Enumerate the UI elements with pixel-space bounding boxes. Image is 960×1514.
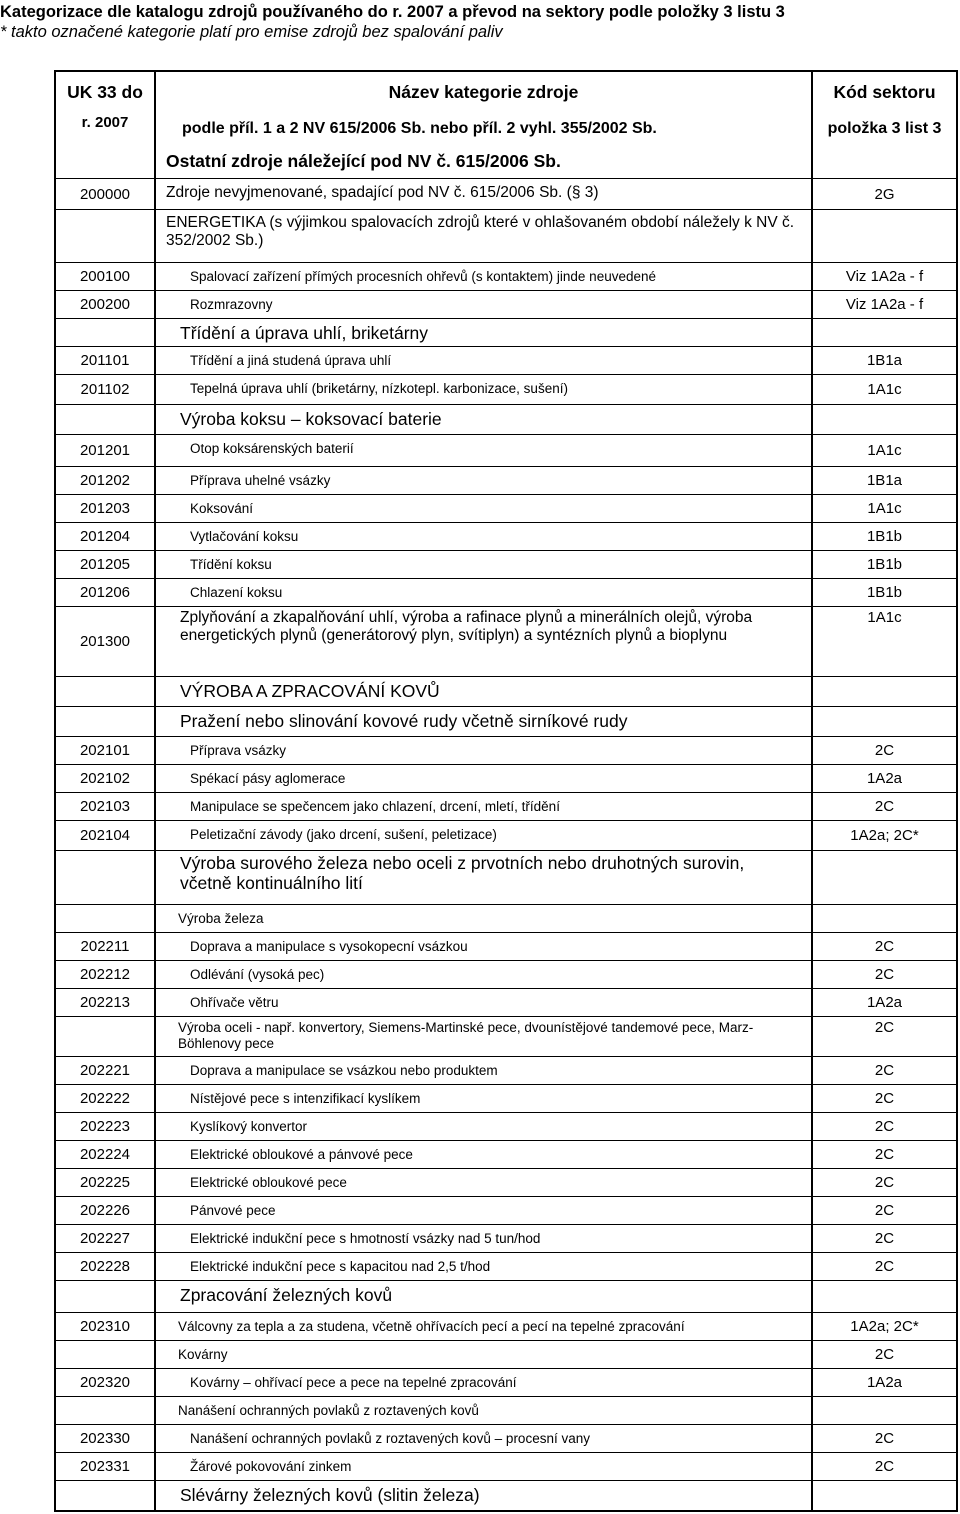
header-name-line1: Název kategorie zdroje <box>388 82 579 102</box>
row-divider <box>54 1424 958 1425</box>
row-name: Kyslíkový konvertor <box>190 1119 308 1134</box>
row-divider <box>54 820 958 821</box>
row-divider <box>54 1084 958 1085</box>
row-sector: 1A1c <box>867 442 902 459</box>
row-divider <box>54 736 958 737</box>
row-name: Odlévání (vysoká pec) <box>190 967 325 982</box>
row-divider <box>54 1396 958 1397</box>
row-code: 202225 <box>79 1174 131 1191</box>
row-sector: 2C <box>874 1174 895 1191</box>
row-sector: 2C <box>874 1118 895 1135</box>
row-sector: 2C <box>874 1090 895 1107</box>
row-sector: Viz 1A2a - f <box>845 268 924 285</box>
header-sector-line2: položka 3 list 3 <box>827 120 942 137</box>
row-divider <box>54 1452 958 1453</box>
row-name: Peletizační závody (jako drcení, sušení, peletizace) <box>190 827 497 842</box>
row-divider <box>54 550 958 551</box>
sector-table <box>54 70 958 1512</box>
row-name: Zpracování železných kovů <box>180 1285 393 1305</box>
row-name: Koksování <box>190 501 254 516</box>
row-name: Elektrické obloukové pece <box>190 1175 347 1190</box>
row-divider <box>54 346 958 347</box>
row-code: 201101 <box>80 352 130 369</box>
row-name: Elektrické indukční pece s kapacitou nad 2,5 t/hod <box>190 1259 491 1274</box>
row-divider <box>54 1511 958 1512</box>
row-divider <box>54 1480 958 1481</box>
row-name: Slévárny železných kovů (slitin železa) <box>180 1485 480 1505</box>
row-sector: 1B1a <box>866 352 903 369</box>
row-code: 201202 <box>79 472 131 489</box>
row-sector: 2C <box>874 1230 895 1247</box>
row-name: Příprava uhelné vsázky <box>190 473 331 488</box>
row-code: 202331 <box>79 1458 131 1475</box>
row-sector: 2G <box>874 185 895 203</box>
row-code: 200000 <box>79 185 131 203</box>
row-name: Elektrické indukční pece s hmotností vsázky nad 5 tun/hod <box>190 1231 541 1246</box>
header-code-line1: UK 33 do <box>67 82 143 102</box>
row-name: ENERGETIKA (s výjimkou spalovacích zdrojů které v ohlašovaném období náležely k NV č. 352/2002 Sb.) <box>166 214 795 249</box>
row-divider <box>54 1196 958 1197</box>
row-sector: 1B1a <box>866 472 903 489</box>
row-sector: 1A1c <box>867 381 902 398</box>
row-divider <box>54 178 958 179</box>
row-name: Spalovací zařízení přímých procesních ohřevů (s kontaktem) jinde neuvedené <box>190 269 656 284</box>
row-sector: 2C <box>874 1346 895 1363</box>
row-name: Elektrické obloukové a pánvové pece <box>190 1147 413 1162</box>
row-name: Výroba železa <box>178 911 264 926</box>
row-code: 202104 <box>79 827 131 844</box>
row-code: 202320 <box>79 1374 131 1391</box>
row-code: 201204 <box>79 528 131 545</box>
row-divider <box>54 209 958 210</box>
header-sector-line1: Kód sektoru <box>833 82 936 102</box>
row-sector: 2C <box>874 1258 895 1275</box>
document-subtitle: * takto označené kategorie platí pro emise zdrojů bez spalování paliv <box>0 23 503 41</box>
row-name: Nanášení ochranných povlaků z roztavených kovů – procesní vany <box>190 1431 590 1446</box>
row-sector: Viz 1A2a - f <box>845 296 924 313</box>
row-divider <box>54 1252 958 1253</box>
row-sector: 1A2a; 2C* <box>850 1318 919 1335</box>
row-code: 201102 <box>80 381 130 398</box>
row-name: Kovárny – ohřívací pece a pece na tepelné zpracování <box>190 1375 517 1390</box>
row-divider <box>54 1112 958 1113</box>
row-divider <box>54 578 958 579</box>
row-sector: 1A1c <box>867 609 902 626</box>
row-code: 202103 <box>79 798 131 815</box>
row-divider <box>54 434 958 435</box>
row-name: Spékací pásy aglomerace <box>190 771 346 786</box>
row-divider <box>54 850 958 851</box>
row-name: Třídění a jiná studená úprava uhlí <box>190 353 392 368</box>
row-code: 202226 <box>79 1202 131 1219</box>
row-name: VÝROBA A ZPRACOVÁNÍ KOVŮ <box>180 681 440 701</box>
row-code: 202101 <box>79 742 131 759</box>
row-code: 201205 <box>79 556 131 573</box>
row-code: 202330 <box>79 1430 131 1447</box>
row-sector: 2C <box>874 966 895 983</box>
row-divider <box>54 1140 958 1141</box>
row-divider <box>54 676 958 677</box>
row-name: Nanášení ochranných povlaků z roztavených kovů <box>178 1403 479 1418</box>
row-name: Nístějové pece s intenzifikací kyslíkem <box>190 1091 421 1106</box>
document-title: Kategorizace dle katalogu zdrojů používaného do r. 2007 a převod na sektory podle položky 3 listu 3 <box>0 3 785 21</box>
row-divider <box>54 1312 958 1313</box>
row-name: Výroba oceli - např. konvertory, Siemens-Martinské pece, dvounístějové tandemové pece, Marz-Böhlenovy pece <box>178 1020 754 1051</box>
row-code: 201201 <box>79 442 131 459</box>
row-divider <box>54 706 958 707</box>
row-sector: 1A2a; 2C* <box>850 827 919 844</box>
row-sector: 2C <box>874 1202 895 1219</box>
row-code: 202310 <box>79 1318 131 1335</box>
row-divider <box>54 318 958 319</box>
row-code: 200100 <box>79 268 131 285</box>
row-code: 202213 <box>79 994 131 1011</box>
row-name: Příprava vsázky <box>190 743 287 758</box>
row-sector: 2C <box>874 1430 895 1447</box>
row-name: Otop koksárenských baterií <box>190 441 354 456</box>
row-name: Výroba surového železa nebo oceli z prvotních nebo druhotných surovin, včetně kontinuálního lití <box>180 853 745 894</box>
row-divider <box>54 1168 958 1169</box>
row-name: Doprava a manipulace s vysokopecní vsázkou <box>190 939 468 954</box>
row-name: Třídění koksu <box>190 557 272 572</box>
row-sector: 2C <box>874 1062 895 1079</box>
row-sector: 1B1b <box>866 556 903 573</box>
row-code: 202102 <box>79 770 131 787</box>
row-divider <box>54 1224 958 1225</box>
row-divider <box>54 522 958 523</box>
row-sector: 1A1c <box>867 500 902 517</box>
row-code: 202224 <box>79 1146 131 1163</box>
table-border-top <box>54 70 958 72</box>
row-divider <box>54 1280 958 1281</box>
row-name: Válcovny za tepla a za studena, včetně ohřívacích pecí a pecí na tepelné zpracování <box>178 1319 685 1334</box>
row-name: Kovárny <box>178 1347 228 1362</box>
row-name: Zplyňování a zkapalňování uhlí, výroba a rafinace plynů a minerálních olejů, výroba energetických plynů (generátorový plyn, svítiplyn) a syntézních plynů a bioplynu <box>180 609 753 644</box>
row-name: Pánvové pece <box>190 1203 276 1218</box>
row-divider <box>54 606 958 607</box>
row-sector: 2C <box>874 1019 895 1036</box>
row-divider <box>54 1340 958 1341</box>
row-sector: 2C <box>874 1458 895 1475</box>
row-code: 202222 <box>79 1090 131 1107</box>
row-name: Vytlačování koksu <box>190 529 299 544</box>
row-divider <box>54 466 958 467</box>
row-code: 202223 <box>79 1118 131 1135</box>
row-divider <box>54 494 958 495</box>
row-sector: 1A2a <box>866 994 903 1011</box>
row-name: Zdroje nevyjmenované, spadající pod NV č. 615/2006 Sb. (§ 3) <box>166 184 599 201</box>
row-code: 201203 <box>79 500 131 517</box>
row-sector: 2C <box>874 938 895 955</box>
row-code: 202221 <box>79 1062 131 1079</box>
row-code: 202227 <box>79 1230 131 1247</box>
row-sector: 1A2a <box>866 1374 903 1391</box>
row-divider <box>54 374 958 375</box>
row-sector: 2C <box>874 798 895 815</box>
header-name-line2: podle příl. 1 a 2 NV 615/2006 Sb. nebo příl. 2 vyhl. 355/2002 Sb. <box>182 120 657 137</box>
row-name: Rozmrazovny <box>190 297 273 312</box>
row-divider <box>54 960 958 961</box>
row-code: 200200 <box>79 296 131 313</box>
row-divider <box>54 988 958 989</box>
row-divider <box>54 404 958 405</box>
row-divider <box>54 764 958 765</box>
row-name: Ohřívače větru <box>190 995 279 1010</box>
row-code: 202211 <box>80 938 130 955</box>
row-code: 202212 <box>79 966 131 983</box>
row-divider <box>54 1016 958 1017</box>
row-divider <box>54 1368 958 1369</box>
row-name: Pražení nebo slinování kovové rudy včetně sirníkové rudy <box>180 711 628 731</box>
row-name: Tepelná úprava uhlí (briketárny, nízkotepl. karbonizace, sušení) <box>190 381 568 396</box>
row-name: Chlazení koksu <box>190 585 283 600</box>
row-sector: 2C <box>874 1146 895 1163</box>
row-divider <box>54 1056 958 1057</box>
row-name: Žárové pokovování zinkem <box>190 1459 352 1474</box>
row-sector: 1B1b <box>866 584 903 601</box>
row-sector: 2C <box>874 742 895 759</box>
row-name: Ostatní zdroje náležející pod NV č. 615/2006 Sb. <box>166 151 561 171</box>
row-divider <box>54 290 958 291</box>
row-name: Doprava a manipulace se vsázkou nebo produktem <box>190 1063 498 1078</box>
row-sector: 1B1b <box>866 528 903 545</box>
row-divider <box>54 262 958 263</box>
row-code: 202228 <box>79 1258 131 1275</box>
row-name: Manipulace se spečencem jako chlazení, drcení, mletí, třídění <box>190 799 560 814</box>
row-divider <box>54 792 958 793</box>
row-sector: 1A2a <box>866 770 903 787</box>
header-code-line2: r. 2007 <box>81 114 129 131</box>
row-divider <box>54 904 958 905</box>
row-name: Výroba koksu – koksovací baterie <box>180 409 442 429</box>
row-divider <box>54 932 958 933</box>
row-code: 201300 <box>79 633 131 650</box>
row-name: Třídění a úprava uhlí, briketárny <box>180 323 429 343</box>
row-code: 201206 <box>79 584 131 601</box>
